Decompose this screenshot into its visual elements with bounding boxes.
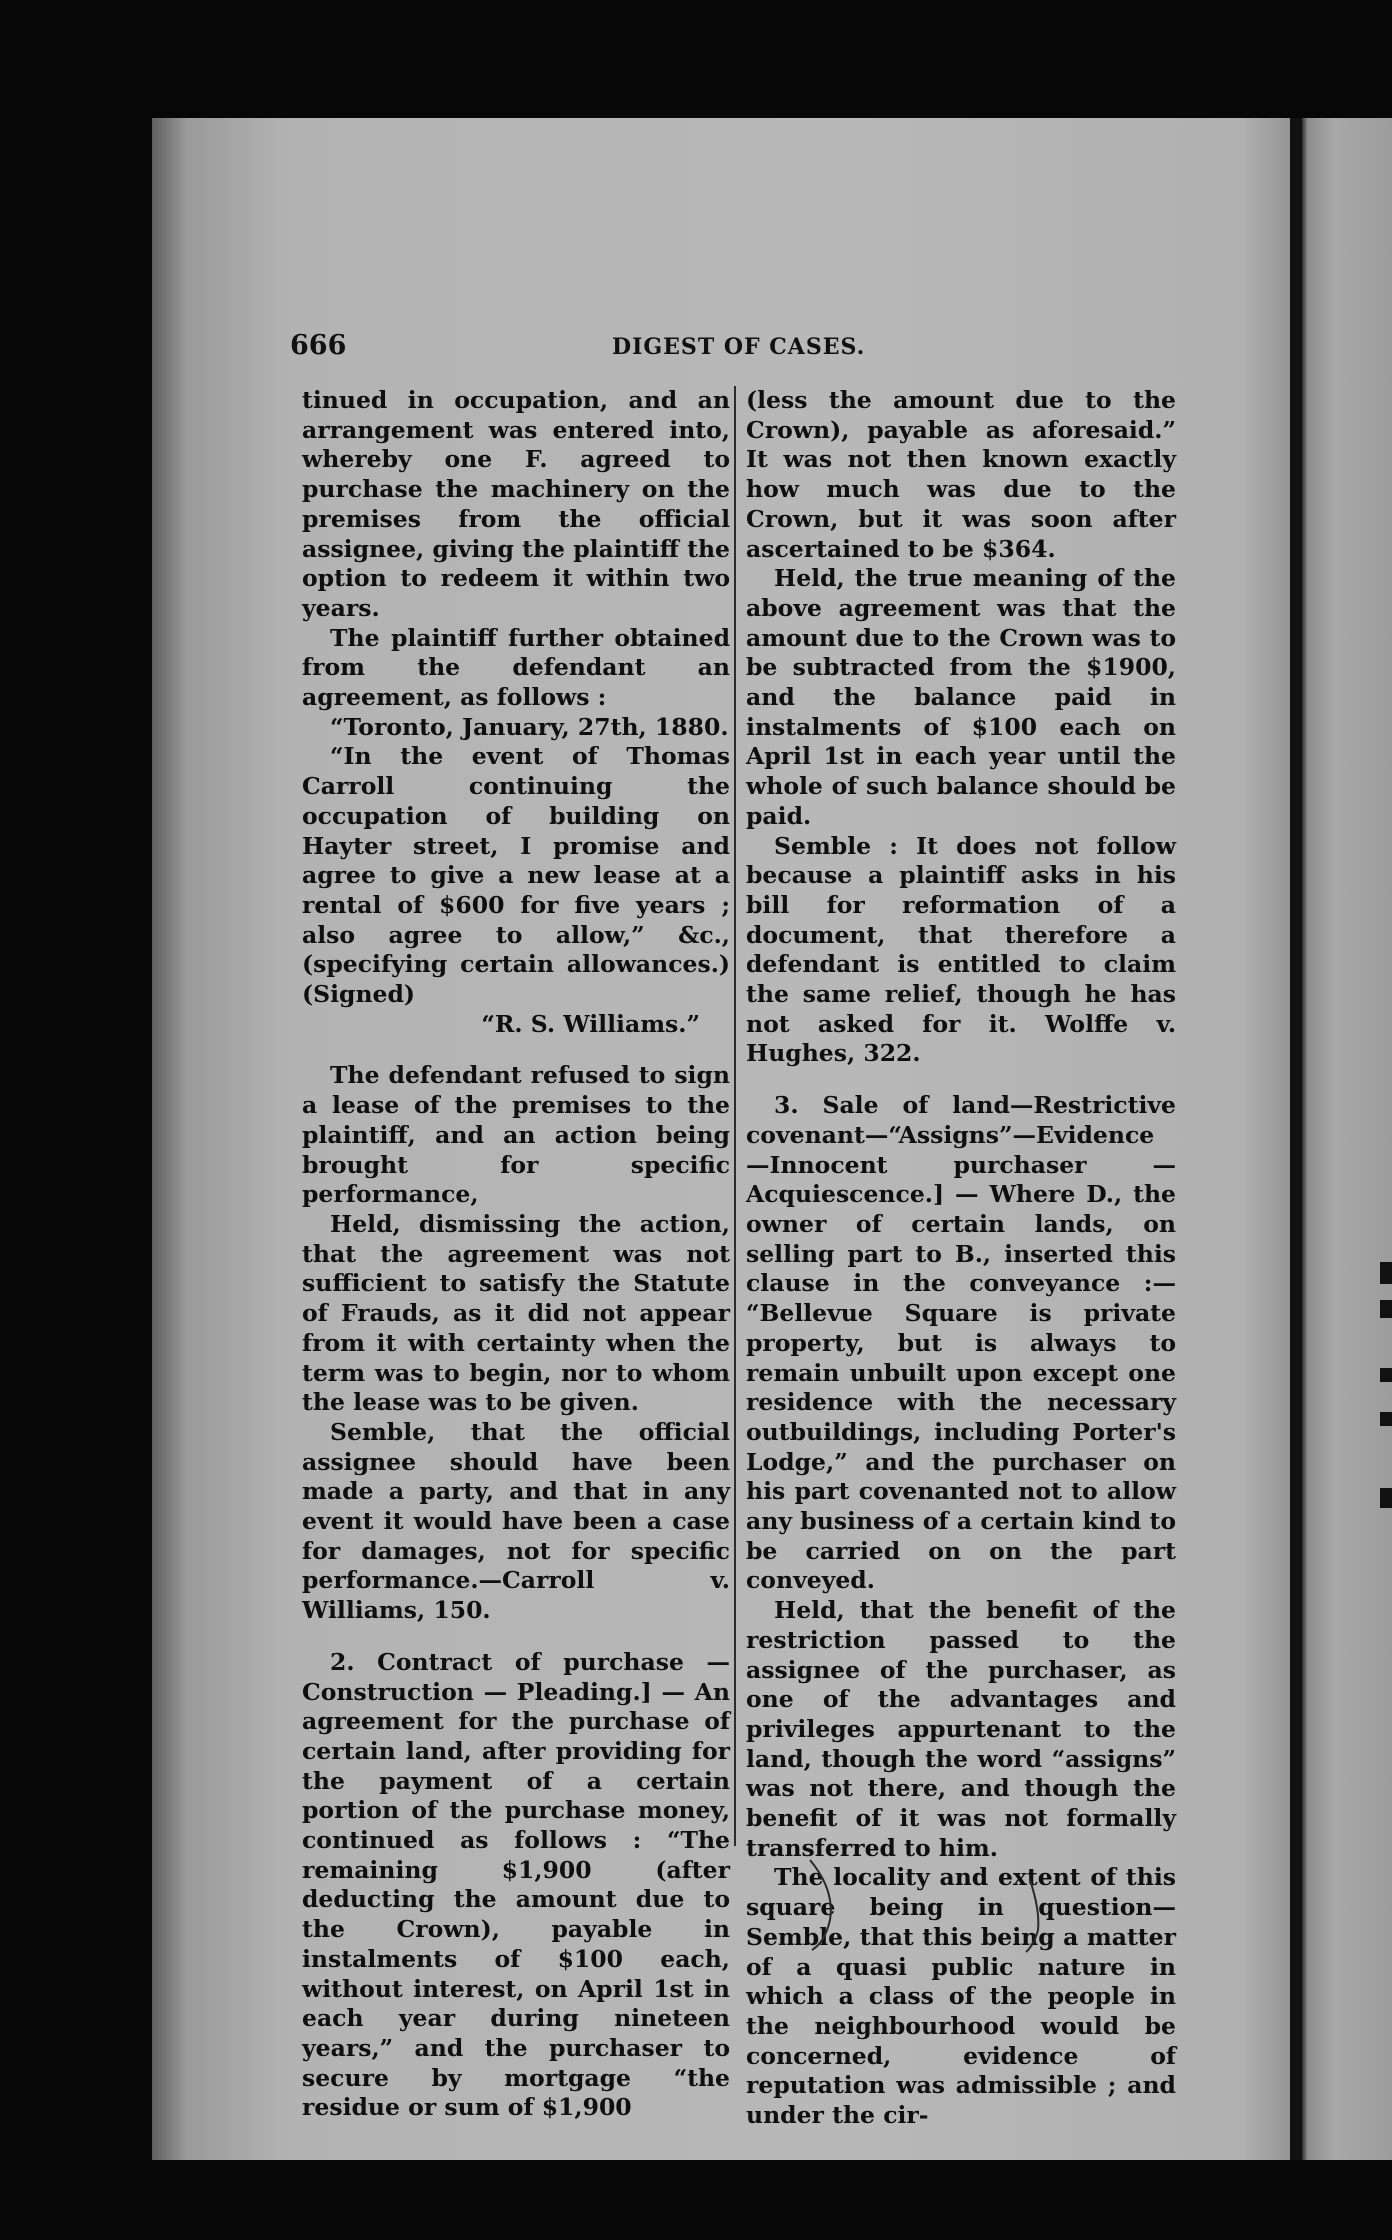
paragraph: Held, dismissing the action, that the agreement was not sufficient to satisfy the Statute of Frauds, as it did not appear from it with certainty when the term was to begin, nor to whom the lease was to be given. bbox=[302, 1209, 730, 1417]
paragraph: The locality and extent of this square being in question—Semble, that this being a matter of a quasi public nature in which a class of the people in the neighbourhood would be concerned, evidence of reputation was admissible ; and under the cir- bbox=[746, 1863, 1176, 2130]
margin-mark bbox=[1380, 1262, 1392, 1284]
margin-mark bbox=[1380, 1488, 1392, 1508]
margin-mark bbox=[1380, 1300, 1392, 1318]
margin-mark bbox=[1380, 1368, 1392, 1382]
margin-scribble bbox=[790, 1850, 1070, 1960]
left-column bbox=[302, 386, 730, 2123]
margin-mark bbox=[1380, 1412, 1392, 1426]
paragraph: “Toronto, January, 27th, 1880. bbox=[330, 712, 729, 741]
paragraph: 2. Contract of purchase — Construction — Pleading.] — An agreement for the purchase of certain land, after providing for the payment of a certain portion of the purchase money, continued as follows : “The remaining $1,900 (after deducting the amount due to the Crown), payable in instalments of $100 each, without interest, on April 1st in each year during nineteen years,” and the purchaser to secure by mortgage “the residue or sum of $1,900 bbox=[302, 1647, 730, 2122]
paragraph: 3. Sale of land—Restrictive covenant—“Assigns”—Evidence—Innocent purchaser — Acquiescence.] — Where D., the owner of certain lands, on selling part to B., inserted this clause in the conveyance :— “Bellevue Square is private property, but is always to remain unbuilt upon except one residence with the necessary outbuildings, including Porter's Lodge,” and the purchaser on his part covenanted not to allow any business of a certain kind to be carried on on the part conveyed. bbox=[746, 1091, 1176, 1595]
paragraph: Held, the true meaning of the above agreement was that the amount due to the Crown was to be subtracted from the $1900, and the balance paid in instalments of $100 each on April 1st in each year until the whole of such balance should be paid. bbox=[746, 564, 1176, 830]
paragraph: tinued in occupation, and an arrangement was entered into, whereby one F. agreed to purchase the machinery on the premises from the official assignee, giving the plaintiff the option to redeem it within two years. bbox=[302, 386, 730, 622]
running-title: DIGEST OF CASES. bbox=[612, 334, 866, 360]
paragraph: “In the event of Thomas Carroll continuing the occupation of building on Hayter street, I promise and agree to give a new lease at a rental of $600 for five years ; also agree to allow,” &c., (specifying certain allowances.) (Signed) bbox=[302, 742, 730, 1009]
page-header bbox=[290, 330, 1190, 370]
page-gutter bbox=[1290, 118, 1302, 2160]
adjacent-page-edge bbox=[1296, 118, 1392, 2160]
column-rule bbox=[734, 386, 736, 1846]
paragraph: Held, that the benefit of the restriction passed to the assignee of the purchaser, as one of the advantages and privileges appurtenant to the land, though the word “assigns” was not there, and though the benefit of it was not formally transferred to him. bbox=[746, 1596, 1176, 1862]
paragraph: Semble, that the official assignee should have been made a party, and that in any event it would have been a case for damages, not for specific performance.—Carroll v. Williams, 150. bbox=[302, 1417, 730, 1625]
page-number: 666 bbox=[290, 330, 347, 361]
paragraph: The plaintiff further obtained from the defendant an agreement, as follows : bbox=[302, 623, 730, 712]
paragraph: (less the amount due to the Crown), payable as aforesaid.” It was not then known exactly how much was due to the Crown, but it was soon after ascertained to be $364. bbox=[746, 386, 1176, 563]
signature-line: “R. S. Williams.” bbox=[481, 1009, 700, 1038]
paragraph: The defendant refused to sign a lease of the premises to the plaintiff, and an action being brought for specific performance, bbox=[302, 1061, 730, 1209]
paragraph: Semble : It does not follow because a plaintiff asks in his bill for reformation of a document, that therefore a defendant is entitled to claim the same relief, though he has not asked for it. Wolffe v. Hughes, 322. bbox=[746, 831, 1176, 1068]
